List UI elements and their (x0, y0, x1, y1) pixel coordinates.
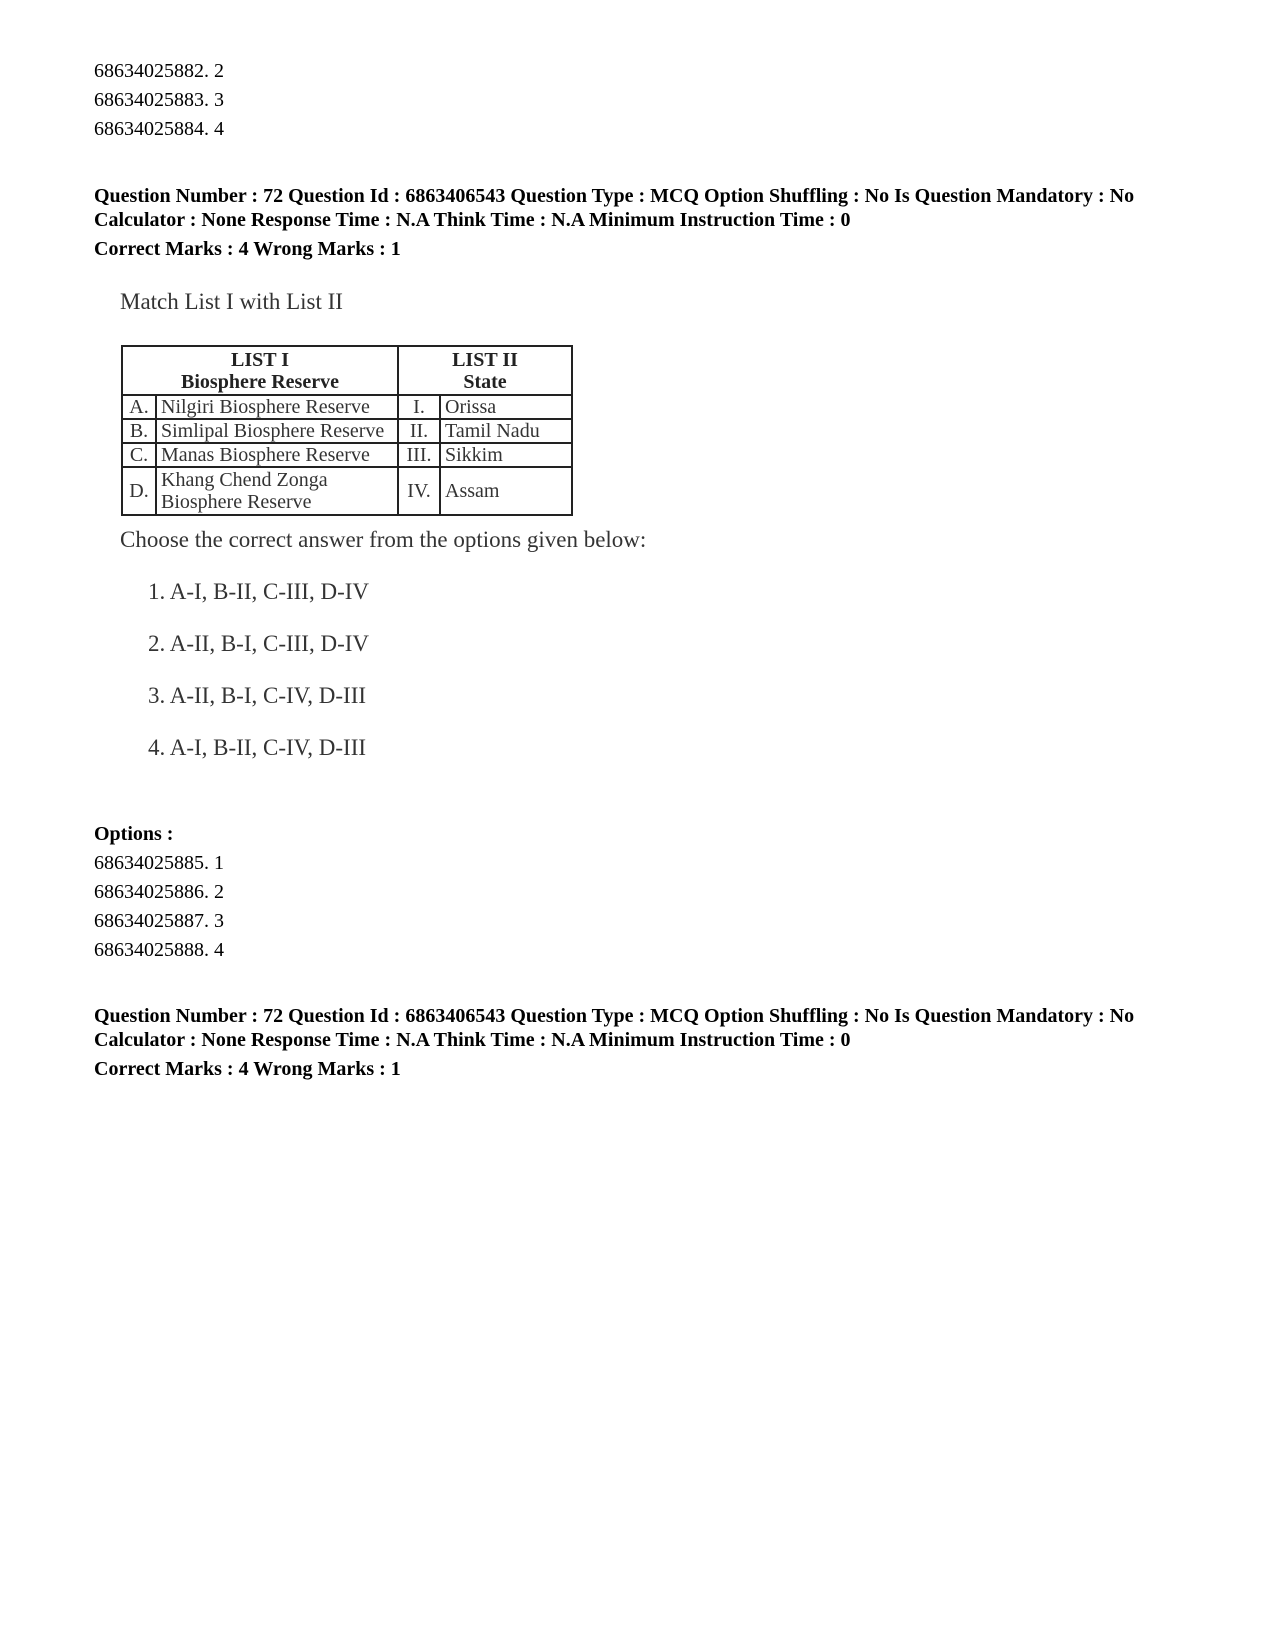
row-letter: A. (122, 395, 156, 419)
answer-choice-4: 4. A-I, B-II, C-IV, D-III (148, 735, 367, 760)
next-question-marks: Correct Marks : 4 Wrong Marks : 1 (94, 1058, 401, 1080)
previous-option-3: 68634025883. 3 (94, 89, 224, 111)
question-instruction: Match List I with List II (120, 289, 343, 314)
answer-choice-2: 2. A-II, B-I, C-III, D-IV (148, 631, 369, 656)
row-reserve: Simlipal Biosphere Reserve (156, 419, 398, 443)
choose-instruction: Choose the correct answer from the options given below: (120, 527, 647, 552)
row-roman: II. (398, 419, 440, 443)
question-image (118, 285, 698, 805)
row-roman: IV. (398, 467, 440, 515)
row-roman: I. (398, 395, 440, 419)
row-letter: B. (122, 419, 156, 443)
row-state: Tamil Nadu (440, 419, 572, 443)
list1-header-cell (122, 346, 398, 395)
option-1: 68634025885. 1 (94, 852, 224, 874)
option-4: 68634025888. 4 (94, 939, 224, 961)
list1-subheader: Biosphere Reserve (181, 371, 339, 393)
match-table-header-row (122, 346, 572, 395)
answer-choice-3: 3. A-II, B-I, C-IV, D-III (148, 683, 367, 708)
answer-choice-1: 1. A-I, B-II, C-III, D-IV (148, 579, 369, 604)
option-3: 68634025887. 3 (94, 910, 224, 932)
row-reserve: Manas Biosphere Reserve (156, 443, 398, 467)
list1-header: LIST I (230, 349, 289, 371)
table-row (122, 419, 572, 443)
list2-header-cell (398, 346, 572, 395)
list2-header: LIST II (452, 349, 518, 371)
previous-option-4: 68634025884. 4 (94, 118, 224, 140)
table-row (122, 443, 572, 467)
table-row (122, 467, 572, 515)
row-state: Sikkim (440, 443, 572, 467)
row-letter: D. (122, 467, 156, 515)
row-reserve: Khang Chend Zonga Biosphere Reserve (156, 467, 398, 515)
row-state: Orissa (440, 395, 572, 419)
options-label: Options : (94, 823, 174, 845)
row-letter: C. (122, 443, 156, 467)
match-table (121, 345, 573, 516)
option-2: 68634025886. 2 (94, 881, 224, 903)
table-row (122, 395, 572, 419)
next-question-meta: Question Number : 72 Question Id : 6863406543 Question Type : MCQ Option Shuffling : No Is Question Mandatory : No Calculator : None Response Time : N.A Think Time : N.A Minimum Instruction Time : 0 (94, 1005, 1135, 1051)
row-reserve: Nilgiri Biosphere Reserve (156, 395, 398, 419)
question-marks: Correct Marks : 4 Wrong Marks : 1 (94, 238, 401, 260)
previous-option-2: 68634025882. 2 (94, 60, 224, 82)
row-roman: III. (398, 443, 440, 467)
row-state: Assam (440, 467, 572, 515)
list2-subheader: State (463, 371, 507, 393)
question-meta: Question Number : 72 Question Id : 6863406543 Question Type : MCQ Option Shuffling : No Is Question Mandatory : No Calculator : None Response Time : N.A Think Time : N.A Minimum Instruction Time : 0 (94, 185, 1135, 231)
